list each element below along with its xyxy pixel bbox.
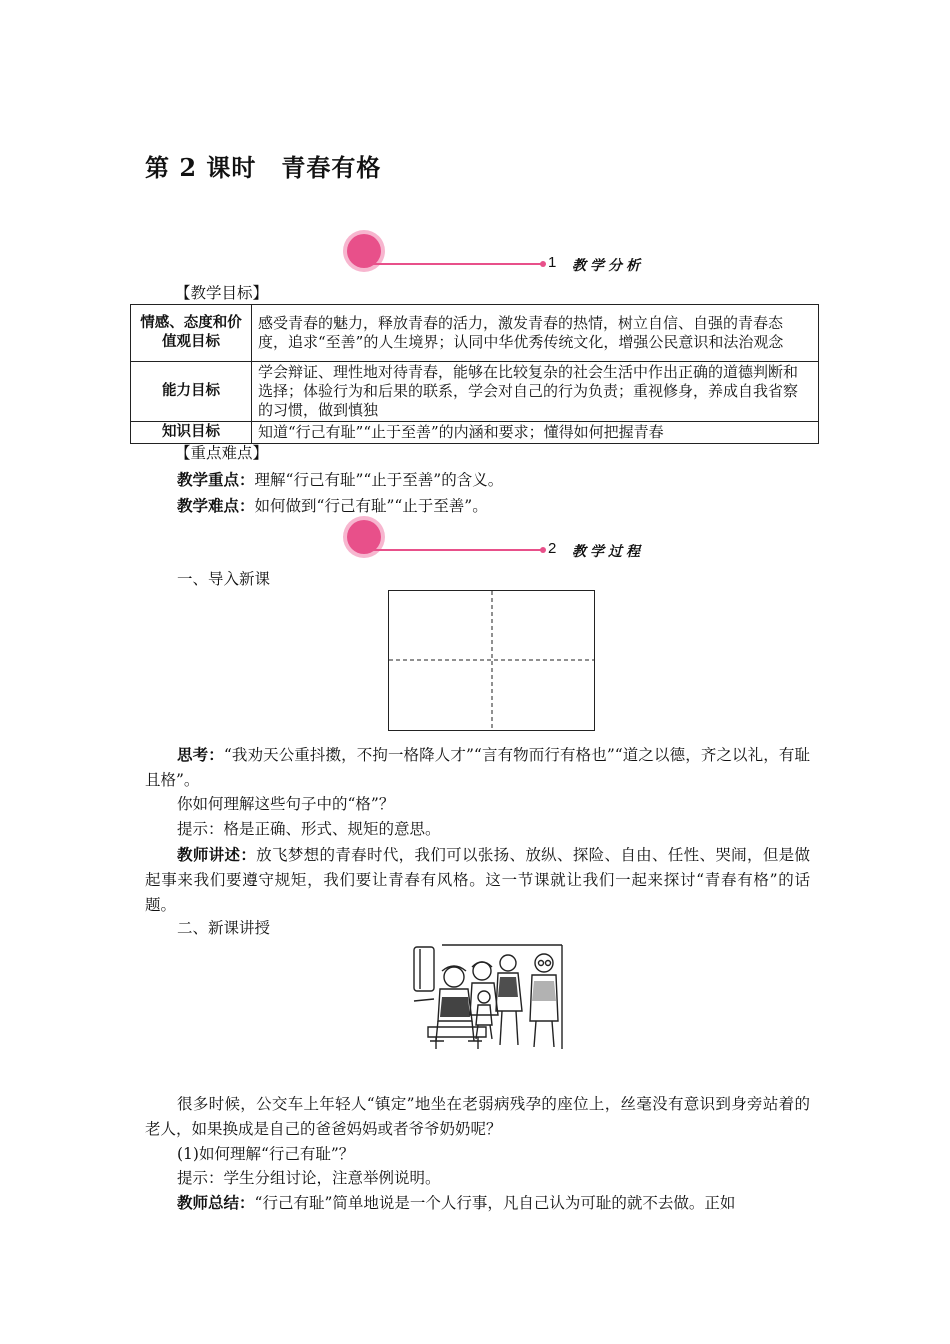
story-paragraph: 很多时候，公交车上年轻人“镇定”地坐在老弱病残孕的座位上，丝毫没有意识到身旁站着的老人，如果换成是自己的爸爸妈妈或者爷爷奶奶呢？ xyxy=(145,1095,810,1138)
difficult-point-text: 如何做到“行己有耻”“止于至善”。 xyxy=(254,497,488,515)
key-point-label: 教学重点： xyxy=(177,470,255,489)
section-number: 1 xyxy=(548,254,557,271)
hint-1: 提示：格是正确、形式、规矩的意思。 xyxy=(177,820,441,838)
goal-content: 学会辩证、理性地对待青春，能够在比较复杂的社会生活中作出正确的道德判断和选择；体验行为和后果的联系，学会对自己的行为负责；重视修身，养成自我省察的习惯，做到慎独 xyxy=(252,362,819,422)
key-heading: 【重点难点】 xyxy=(175,444,269,462)
goals-heading: 【教学目标】 xyxy=(175,284,269,302)
teacher-summary xyxy=(177,1190,810,1216)
table-row xyxy=(131,362,819,422)
teacher-talk-text: 放飞梦想的青春时代，我们可以张扬、放纵、探险、自由、任性、哭闹，但是做起事来我们要遵守规矩，我们要让青春有风格。这一节课就让我们一起来探讨“青春有格”的话题。 xyxy=(145,846,810,914)
goal-content: 知道“行己有耻”“止于至善”的内涵和要求；懂得如何把握青春 xyxy=(252,422,819,444)
teacher-talk-label: 教师讲述： xyxy=(177,845,257,864)
teacher-summary-label: 教师总结： xyxy=(177,1193,255,1212)
think-label: 思考： xyxy=(177,745,224,764)
part2-heading: 二、新课讲授 xyxy=(177,919,271,937)
goal-content: 感受青春的魅力，释放青春的活力，激发青春的热情，树立自信、自强的青春态度，追求“至善”的人生境界；认同中华优秀传统文化，增强公民意识和法治观念 xyxy=(252,305,819,362)
hint-2: 提示：学生分组讨论，注意举例说明。 xyxy=(177,1169,441,1187)
page-title: 第 2 课时 青春有格 xyxy=(145,153,382,182)
table-row xyxy=(131,305,819,362)
section-label: 教学分析 xyxy=(572,258,644,274)
section-label: 教学过程 xyxy=(572,544,644,560)
think-text: “我劝天公重抖擞，不拘一格降人才”“言有物而行有格也”“道之以德，齐之以礼，有耻且格”。 xyxy=(145,746,810,789)
section-number: 2 xyxy=(548,540,557,557)
think-paragraph xyxy=(145,742,810,793)
goal-header: 知识目标 xyxy=(131,422,252,444)
difficult-point-label: 教学难点： xyxy=(177,496,255,515)
key-point xyxy=(177,467,503,493)
quadrant-diagram xyxy=(388,590,595,731)
key-point-text: 理解“行己有耻”“止于至善”的含义。 xyxy=(254,471,504,489)
section-banner-2 xyxy=(340,514,660,560)
section-banner-1 xyxy=(340,228,660,274)
teacher-summary-text: “行己有耻”简单地说是一个人行事，凡自己认为可耻的就不去做。正如 xyxy=(254,1194,736,1212)
teacher-talk xyxy=(145,842,810,918)
bus-cartoon-image xyxy=(412,941,572,1053)
question-1: 你如何理解这些句子中的“格”？ xyxy=(177,795,395,813)
goals-table xyxy=(130,304,819,444)
goal-header: 情感、态度和价值观目标 xyxy=(131,305,252,362)
goal-header: 能力目标 xyxy=(131,362,252,422)
part1-heading: 一、导入新课 xyxy=(177,570,271,588)
question-2: (1)如何理解“行己有耻”？ xyxy=(177,1145,355,1163)
